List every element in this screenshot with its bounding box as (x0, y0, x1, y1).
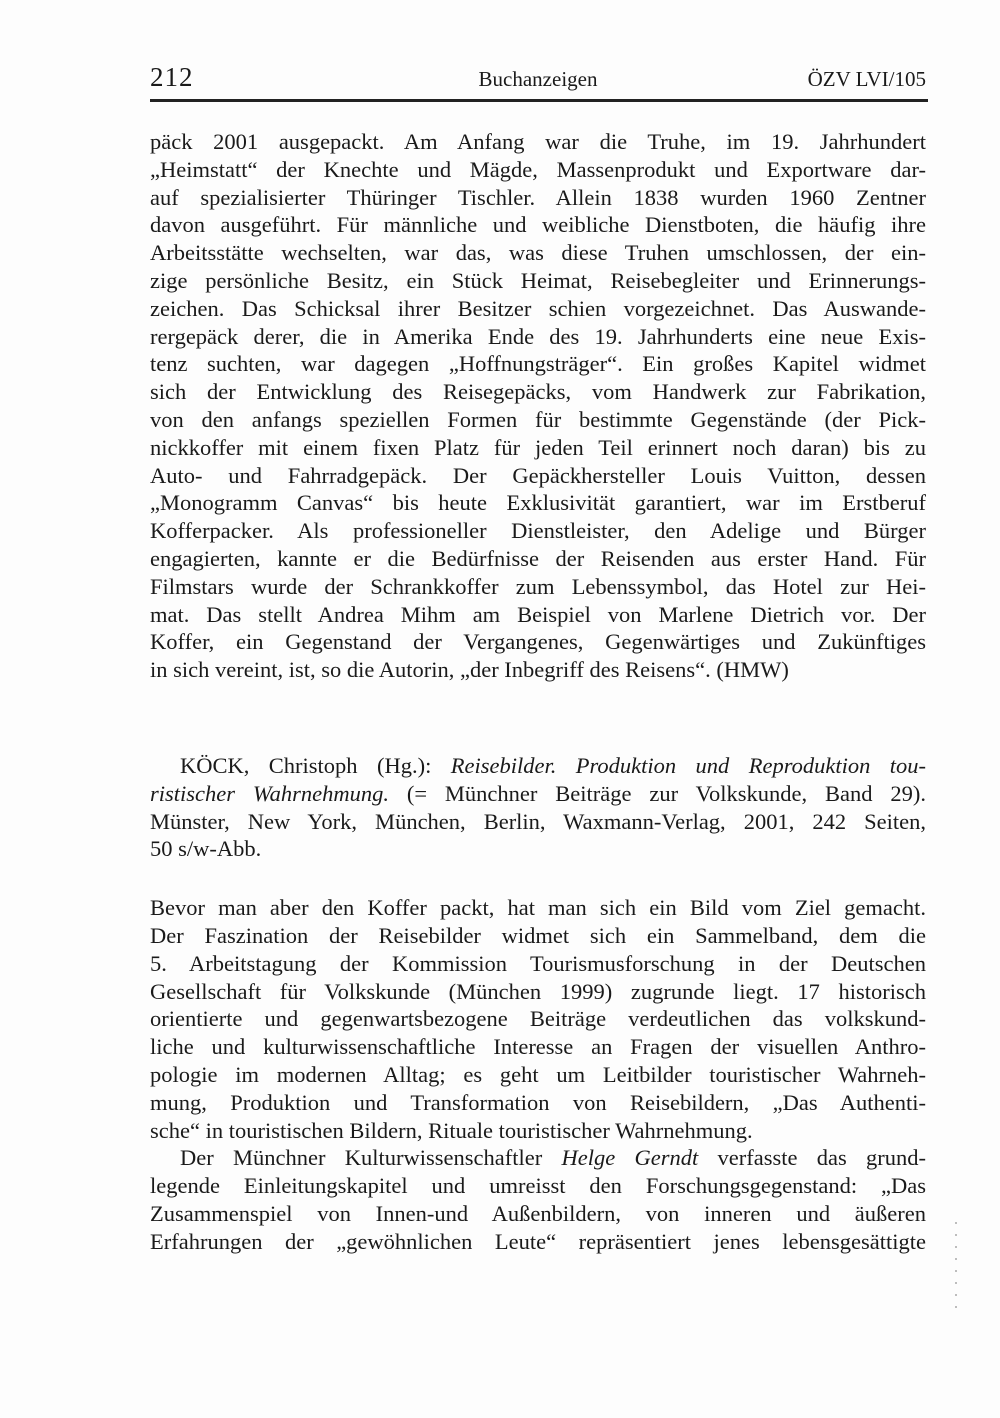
text-segment: legende Einleitungskapitel und umreisst den Forschungsgegenstand: „Das (150, 1173, 926, 1199)
text-segment: 50 s/w-Abb. (150, 836, 262, 862)
text-segment: (= Münchner Beiträge zur Volkskunde, Band 29). (388, 780, 926, 806)
text-line (150, 267, 926, 295)
text-segment: Der Faszination der Reisebilder widmet sich ein Sammelband, dem die (150, 922, 926, 948)
text-segment: mung, Produktion und Transformation von Reisebildern, „Das Authenti- (150, 1089, 926, 1115)
text-line (150, 1033, 926, 1061)
text-line (150, 1061, 926, 1089)
text-segment: auf spezialisierter Thüringer Tischler. Allein 1838 wurden 1960 Zentner (150, 184, 926, 210)
text-line (150, 780, 926, 808)
text-segment: Der Münchner Kulturwissenschaftler (180, 1145, 562, 1171)
journal-reference: ÖZV LVI/105 (807, 67, 927, 91)
text-segment: Erfahrungen der „gewöhnlichen Leute“ repräsentiert jenes lebensgesättigte (150, 1228, 926, 1254)
text-segment: Filmstars wurde der Schrankkoffer zum Lebenssymbol, das Hotel zur Hei- (150, 573, 926, 599)
text-segment: sche“ in touristischen Bildern, Rituale touristischer Wahrnehmung. (150, 1117, 753, 1143)
paragraph (150, 752, 926, 863)
text-segment: pologie im modernen Alltag; es geht um Leitbilder touristischer Wahrneh- (150, 1061, 926, 1087)
paragraph (150, 128, 926, 684)
text-line (150, 752, 926, 780)
text-segment: Bevor man aber den Koffer packt, hat man sich ein Bild vom Ziel gemacht. (150, 895, 926, 921)
italic-text-segment: Reisebilder. Produktion und Reproduktion tou- (450, 752, 927, 778)
text-segment: päck 2001 ausgepackt. Am Anfang war die Truhe, im 19. Jahrhundert (150, 129, 926, 154)
text-line (150, 950, 926, 978)
text-line (150, 378, 926, 406)
italic-text-segment: ristischer Wahrnehmung. (150, 780, 389, 806)
text-line (150, 1200, 926, 1228)
text-line (150, 434, 926, 462)
text-segment: KÖCK, Christoph (Hg.): (180, 752, 451, 778)
text-segment: Gesellschaft für Volkskunde (München 1999) zugrunde liegt. 17 historisch (150, 978, 926, 1004)
text-line (150, 184, 926, 212)
text-line (150, 517, 926, 545)
text-line (150, 1005, 926, 1033)
text-line (150, 350, 926, 378)
text-segment: davon ausgeführt. Für männliche und weibliche Dienstboten, die häufig ihre (150, 212, 926, 238)
header-rule (150, 99, 928, 102)
text-line (150, 573, 926, 601)
text-segment: engagierten, kannte er die Bedürfnisse der Reisenden aus erster Hand. Für (150, 545, 926, 571)
text-line (150, 1228, 926, 1256)
text-line (150, 406, 926, 434)
text-line (150, 489, 926, 517)
scan-artifact-dots (955, 1222, 957, 1314)
text-line (150, 808, 926, 836)
text-segment: rergepäck derer, die in Amerika Ende des 19. Jahrhunderts eine neue Exis- (150, 323, 926, 349)
text-segment: Koffer, ein Gegenstand der Vergangenes, Gegenwärtiges und Zukünftiges (150, 629, 926, 655)
paragraph (150, 1144, 926, 1255)
paragraph (150, 894, 926, 1144)
text-segment: Arbeitsstätte wechselten, war das, was diese Truhen umschlossen, der ein- (150, 240, 926, 266)
text-line (150, 211, 926, 239)
running-title: Buchanzeigen (478, 67, 598, 91)
text-segment: Zusammenspiel von Innen-und Außenbildern, von inneren und äußeren (150, 1200, 926, 1226)
text-segment: sich der Entwicklung des Reisegepäcks, vom Handwerk zur Fabrikation, (150, 379, 926, 405)
text-segment: tenz suchten, war dagegen „Hoffnungsträger“. Ein großes Kapitel widmet (150, 351, 926, 377)
text-line (150, 239, 926, 267)
text-segment: Auto- und Fahrradgepäck. Der Gepäckhersteller Louis Vuitton, dessen (150, 462, 926, 488)
text-segment: mat. Das stellt Andrea Mihm am Beispiel von Marlene Dietrich vor. Der (150, 601, 926, 627)
text-line (150, 462, 926, 490)
text-segment: nickkoffer mit einem fixen Platz für jeden Teil erinnert noch daran) bis zu (150, 434, 926, 460)
text-line (150, 601, 926, 629)
text-line (150, 1089, 926, 1117)
italic-text-segment: Helge Gerndt (561, 1145, 699, 1171)
text-line (150, 1172, 926, 1200)
text-line (150, 835, 926, 863)
text-segment: zige persönliche Besitz, ein Stück Heimat, Reisebegleiter und Erinnerungs- (150, 267, 926, 293)
text-line (150, 545, 926, 573)
text-segment: Münster, New York, München, Berlin, Waxmann-Verlag, 2001, 242 Seiten, (150, 808, 926, 834)
page-text (150, 128, 926, 1255)
page-number: 212 (150, 62, 194, 92)
text-line (150, 1144, 926, 1172)
text-segment: von den anfangs speziellen Formen für bestimmte Gegenstände (der Pick- (150, 406, 926, 432)
text-line (150, 894, 926, 922)
text-line (150, 1117, 926, 1145)
text-line (150, 128, 926, 156)
text-segment: „Monogramm Canvas“ bis heute Exklusivität garantiert, war im Erstberuf (150, 490, 926, 516)
text-line (150, 295, 926, 323)
text-segment: Kofferpacker. Als professioneller Dienstleister, den Adelige und Bürger (150, 518, 926, 544)
text-line (150, 628, 926, 656)
text-line (150, 978, 926, 1006)
text-segment: liche und kulturwissenschaftliche Interesse an Fragen der visuellen Anthro- (150, 1034, 926, 1060)
text-segment: verfasste das grund- (698, 1145, 927, 1171)
page-header (150, 62, 926, 93)
text-line (150, 656, 926, 684)
text-segment: zeichen. Das Schicksal ihrer Besitzer schien vorgezeichnet. Das Auswande- (150, 295, 926, 321)
text-line (150, 323, 926, 351)
text-segment: „Heimstatt“ der Knechte und Mägde, Massenprodukt und Exportware dar- (150, 156, 926, 182)
text-segment: in sich vereint, ist, so die Autorin, „der Inbegriff des Reisens“. (HMW) (150, 657, 789, 683)
text-segment: orientierte und gegenwartsbezogene Beiträge verdeutlichen das volkskund- (150, 1006, 926, 1032)
text-line (150, 922, 926, 950)
text-segment: 5. Arbeitstagung der Kommission Tourismusforschung in der Deutschen (150, 950, 926, 976)
text-line (150, 156, 926, 184)
